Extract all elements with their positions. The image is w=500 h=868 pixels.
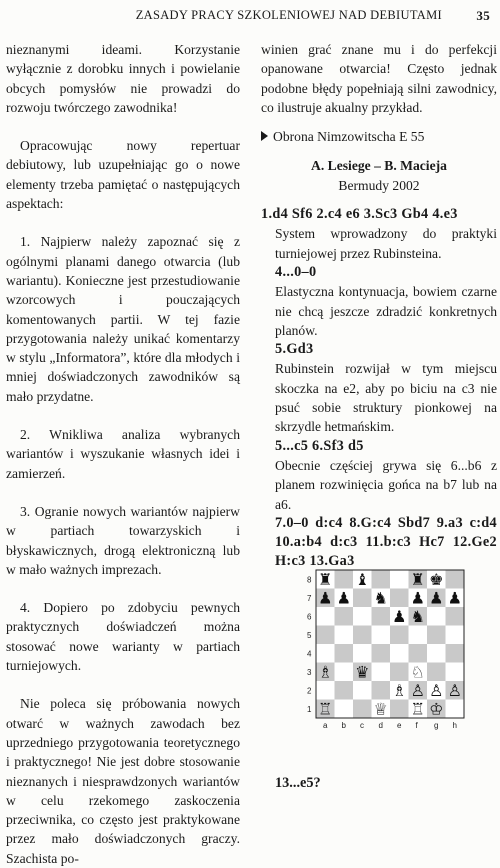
paragraph: winien grać znane mu i do perfekcji opanowane otwarcia! Często jednak podobne błędy popełniają silni zawodnicy, co ilustruje akualny przykład. <box>261 42 497 115</box>
triangle-icon <box>261 131 268 141</box>
board-square <box>446 644 465 663</box>
left-column <box>6 40 240 868</box>
board-square <box>390 570 409 589</box>
board-square <box>316 607 335 626</box>
chess-piece: ♙ <box>429 681 444 701</box>
board-square <box>390 589 409 608</box>
file-label: a <box>323 721 328 730</box>
rank-label: 1 <box>307 705 312 715</box>
rank-label: 6 <box>307 612 312 622</box>
opening-name: Obrona Nimzowitscha E 55 <box>273 129 425 145</box>
page-number: 35 <box>476 8 490 23</box>
board-square <box>409 626 428 645</box>
board-square <box>335 626 354 645</box>
board-square <box>335 681 354 700</box>
board-square <box>446 700 465 719</box>
chess-piece: ♗ <box>318 662 333 682</box>
board-square <box>353 589 372 608</box>
chess-piece: ♞ <box>410 607 425 627</box>
rank-label: 3 <box>307 668 312 678</box>
chess-piece: ♟ <box>336 588 351 608</box>
move-text: 1.d4 Sf6 2.c4 e6 3.Sc3 Gb4 4.e3 <box>261 206 458 223</box>
board-square <box>446 607 465 626</box>
opening-heading <box>261 127 497 146</box>
file-label: e <box>397 721 402 730</box>
board-square <box>316 644 335 663</box>
board-square <box>372 626 391 645</box>
chess-piece: ♟ <box>429 588 444 608</box>
file-label: d <box>378 721 383 730</box>
board-square <box>427 644 446 663</box>
move-text: 5...c5 6.Sf3 d5 <box>275 437 364 454</box>
file-label: h <box>452 721 457 730</box>
board-square <box>446 663 465 682</box>
game-event: Bermudy 2002 <box>338 177 420 193</box>
chess-piece: ♝ <box>355 570 370 590</box>
chess-piece: ♙ <box>447 681 462 701</box>
board-square <box>316 681 335 700</box>
chess-piece: ♟ <box>410 588 425 608</box>
paragraph: Nie poleca się próbowania nowych otwarć w ważnych zawodach bez uprzedniego przygotowania teoretycznego i praktycznego! Nie jest dobre stosowanie nieznanych i niesprawdzonych wariantów w celu rzekomego zaskoczenia przeciwnika, co często jest praktykowane przez mało doświadczonych graczy. Szachista po- <box>6 696 240 866</box>
board-square <box>372 607 391 626</box>
board-square <box>390 700 409 719</box>
comment: System wprowadzony do praktyki turniejowej przez Rubinsteina. <box>275 226 497 261</box>
board-square <box>353 626 372 645</box>
chess-piece: ♗ <box>392 681 407 701</box>
move-text: 7.0–0 d:c4 8.G:c4 Sbd7 9.a3 c:d4 10.a:b4 d:c3 11.b:c3 Hc7 12.Ge2 H:c3 13.Ga3 <box>275 514 497 570</box>
board-square <box>372 644 391 663</box>
chess-piece: ♖ <box>410 699 425 719</box>
running-title: ZASADY PRACY SZKOLENIOWEJ NAD DEBIUTAMI <box>135 8 442 22</box>
board-square <box>372 570 391 589</box>
file-label: f <box>415 721 418 730</box>
chess-piece: ♚ <box>429 570 444 590</box>
chess-piece: ♔ <box>429 699 444 719</box>
chess-piece: ♘ <box>410 662 425 682</box>
file-label: c <box>360 721 365 730</box>
rank-label: 4 <box>307 649 312 659</box>
rank-label: 7 <box>307 594 312 604</box>
chess-piece: ♕ <box>373 699 388 719</box>
chess-piece: ♙ <box>410 681 425 701</box>
rank-label: 8 <box>307 575 312 585</box>
list-item: 2. Wnikliwa analiza wybranych wariantów i wyszukanie własnych idei i zamierzeń. <box>6 427 240 481</box>
rank-label: 2 <box>307 686 312 696</box>
page-header <box>0 6 500 26</box>
list-item: 4. Dopiero po zdobyciu pewnych praktycznych doświadczeń można stosować nowe warianty w partiach turniejowych. <box>6 600 240 674</box>
paragraph: nieznanymi ideami. Korzystanie wyłącznie z dorobku innych i powielanie obcych pomysłów nie prowadzi do rozwoju twórczego zawodnika! <box>6 42 240 115</box>
board-square <box>353 607 372 626</box>
chess-piece: ♞ <box>373 588 388 608</box>
board-square <box>335 607 354 626</box>
board-square <box>353 700 372 719</box>
comment: Rubinstein rozwijał w tym miejscu skoczka na e2, aby po biciu na c3 nie psuć sobie struktury pionkowej na skrzydle hetmańskim. <box>275 361 497 435</box>
chess-diagram <box>300 566 470 736</box>
game-players: A. Lesiege – B. Macieja <box>311 158 447 174</box>
board-square <box>409 644 428 663</box>
board-square <box>390 663 409 682</box>
paragraph: Opracowując nowy repertuar debiutowy, lub uzupełniając go o nowe elementy trzeba pamiętać o następujących aspektach: <box>6 138 240 212</box>
file-label: b <box>341 721 346 730</box>
file-label: g <box>434 721 439 730</box>
right-column <box>261 40 497 572</box>
list-item: 3. Ogranie nowych wariantów najpierw w partiach towarzyskich i błyskawicznych, drogą elektroniczną lub w mało ważnych imprezach. <box>6 503 240 577</box>
list-item: 1. Najpierw należy zapoznać się z ogólnymi planami danego otwarcia (lub wariantu). Konieczne jest przestudiowanie wzorcowych i pouczających komentowanych partii. W tej fazie przygotowania należy unikać komentarzy w stylu „Informatora”, które dla młodych i mniej doświadczonych zawodników są mało przydatne. <box>6 234 240 404</box>
chess-piece: ♟ <box>392 607 407 627</box>
board-square <box>446 626 465 645</box>
board-square <box>353 681 372 700</box>
chess-piece: ♖ <box>318 699 333 719</box>
board-square <box>316 626 335 645</box>
move-text: 4...0–0 <box>275 263 317 280</box>
board-square <box>427 663 446 682</box>
board-square <box>335 663 354 682</box>
final-move: 13...e5? <box>275 775 321 791</box>
board-square <box>390 644 409 663</box>
board-square <box>335 570 354 589</box>
comment: Obecnie częściej grywa się 6...b6 z planem rozwinięcia gońca na b7 lub na a6. <box>275 457 497 512</box>
board-square <box>427 607 446 626</box>
board-square <box>372 681 391 700</box>
board-square <box>335 644 354 663</box>
rank-label: 5 <box>307 631 312 641</box>
chess-piece: ♛ <box>355 662 370 682</box>
board-square <box>335 700 354 719</box>
chess-piece: ♜ <box>410 570 425 590</box>
board-square <box>446 570 465 589</box>
move-text: 5.Gd3 <box>275 341 314 358</box>
board-square <box>353 644 372 663</box>
comment: Elastyczna kontynuacja, bowiem czarne nie chcą jeszcze zdradzić konkretnych planów. <box>275 284 497 338</box>
board-square <box>390 626 409 645</box>
chess-piece: ♜ <box>318 570 333 590</box>
board-square <box>427 626 446 645</box>
board-square <box>372 663 391 682</box>
chess-piece: ♟ <box>318 588 333 608</box>
chess-piece: ♟ <box>447 588 462 608</box>
